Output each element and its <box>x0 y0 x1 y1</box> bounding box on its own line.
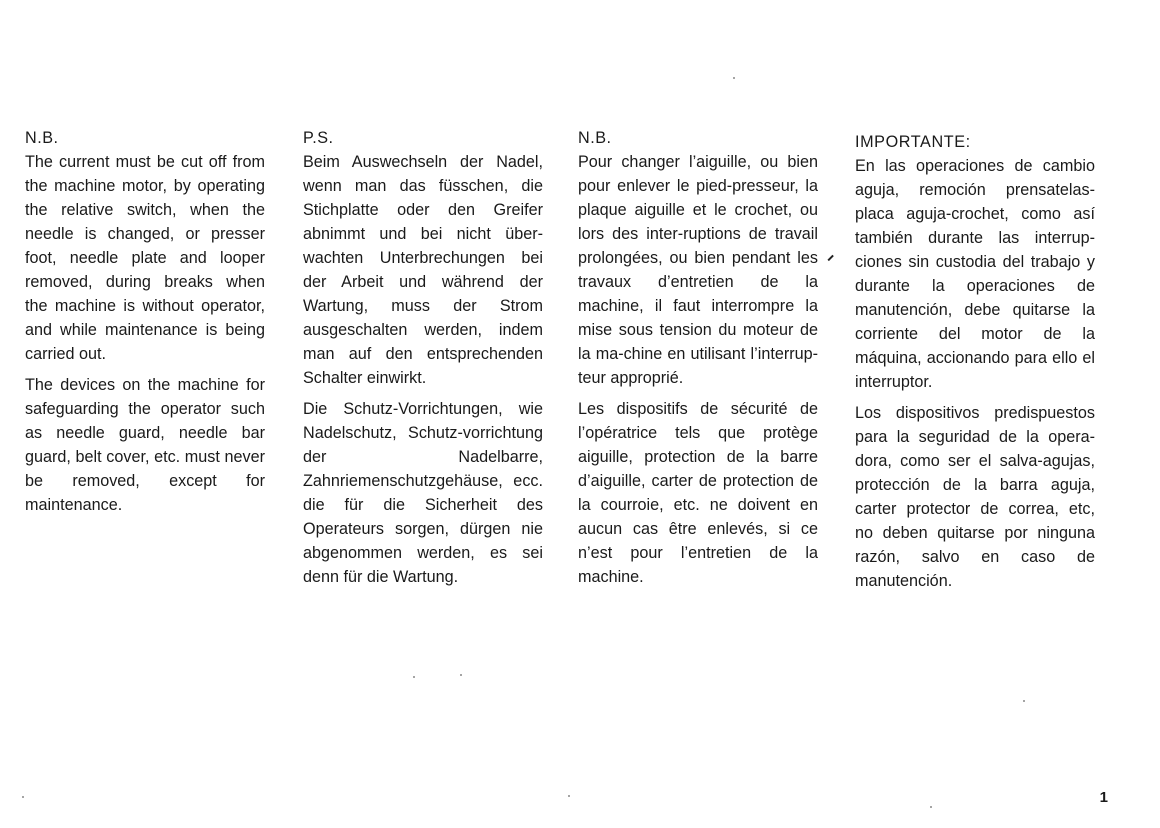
spanish-column <box>855 126 1095 600</box>
german-heading: P.S. <box>303 129 334 147</box>
page-number: 1 <box>1099 789 1108 806</box>
french-column <box>578 126 818 596</box>
german-paragraph-power: Beim Auswechseln der Nadel, wenn man das füsschen, die Stichplatte oder den Greifer abnimmt und bei nicht über-wachten Unterbrechungen bei der Arbeit und während der Wartung, muss der Strom ausgeschalten werden, indem man auf den entsprechenden Schalter einwirkt. <box>303 153 543 387</box>
french-heading: N.B. <box>578 129 612 147</box>
scan-speck <box>1023 700 1025 702</box>
spanish-paragraph-power: En las operaciones de cambio aguja, remoción prensatelas-placa aguja-crochet, como así también durante las interrup-ciones sin custodia del trabajo y durante la operaciones de manutención, debe quitarse la corriente del motor de la máquina, accionando para ello el interruptor. <box>855 157 1095 391</box>
scan-speck <box>930 806 932 808</box>
french-paragraph-safety-devices: Les dispositifs de sécurité de l’opératrice tels que protège aiguille, protection de la barre d’aiguille, carter de protection de la courroie, etc. ne doivent en aucun cas être enlevés, si ce n’est pour l’entretien de la machine. <box>578 400 818 586</box>
scan-speck <box>568 795 570 797</box>
english-heading: N.B. <box>25 129 59 147</box>
english-paragraph-power: The current must be cut off from the machine motor, by operating the relative switch, when the needle is changed, or presser foot, needle plate and looper removed, during breaks when the machine is without operator, and while maintenance is being carried out. <box>25 153 265 363</box>
german-paragraph-safety-devices: Die Schutz-Vorrichtungen, wie Nadelschutz, Schutz-vorrichtung der Nadelbarre, Zahnriemenschutzgehäuse, ecc. die für die Sicherheit des Operateurs sorgen, dürgen nie abgenommen werden, es sei denn für die Wartung. <box>303 400 543 586</box>
scan-speck <box>413 676 415 678</box>
scan-speck <box>460 674 462 676</box>
stray-mark <box>827 255 833 261</box>
english-paragraph-safety-devices: The devices on the machine for safeguarding the operator such as needle guard, needle bar guard, belt cover, etc. must never be removed, except for maintenance. <box>25 376 265 514</box>
scan-speck <box>22 796 24 798</box>
german-column <box>303 126 543 596</box>
spanish-heading: IMPORTANTE: <box>855 133 971 151</box>
english-column <box>25 126 265 524</box>
french-paragraph-power: Pour changer l’aiguille, ou bien pour enlever le pied-presseur, la plaque aiguille et le crochet, ou lors des inter-ruptions de travail prolongées, ou bien pendant les travaux d’entretien de la machine, il faut interrompre la mise sous tension du moteur de la ma-chine en utilisant l’interrup-teur approprié. <box>578 153 818 387</box>
scan-speck <box>733 77 735 79</box>
spanish-paragraph-safety-devices: Los dispositivos predispuestos para la seguridad de la opera-dora, como ser el salva-agujas, protección de la barra aguja, carter protector de correa, etc, no deben quitarse por ninguna razón, salvo en caso de manutención. <box>855 404 1095 590</box>
